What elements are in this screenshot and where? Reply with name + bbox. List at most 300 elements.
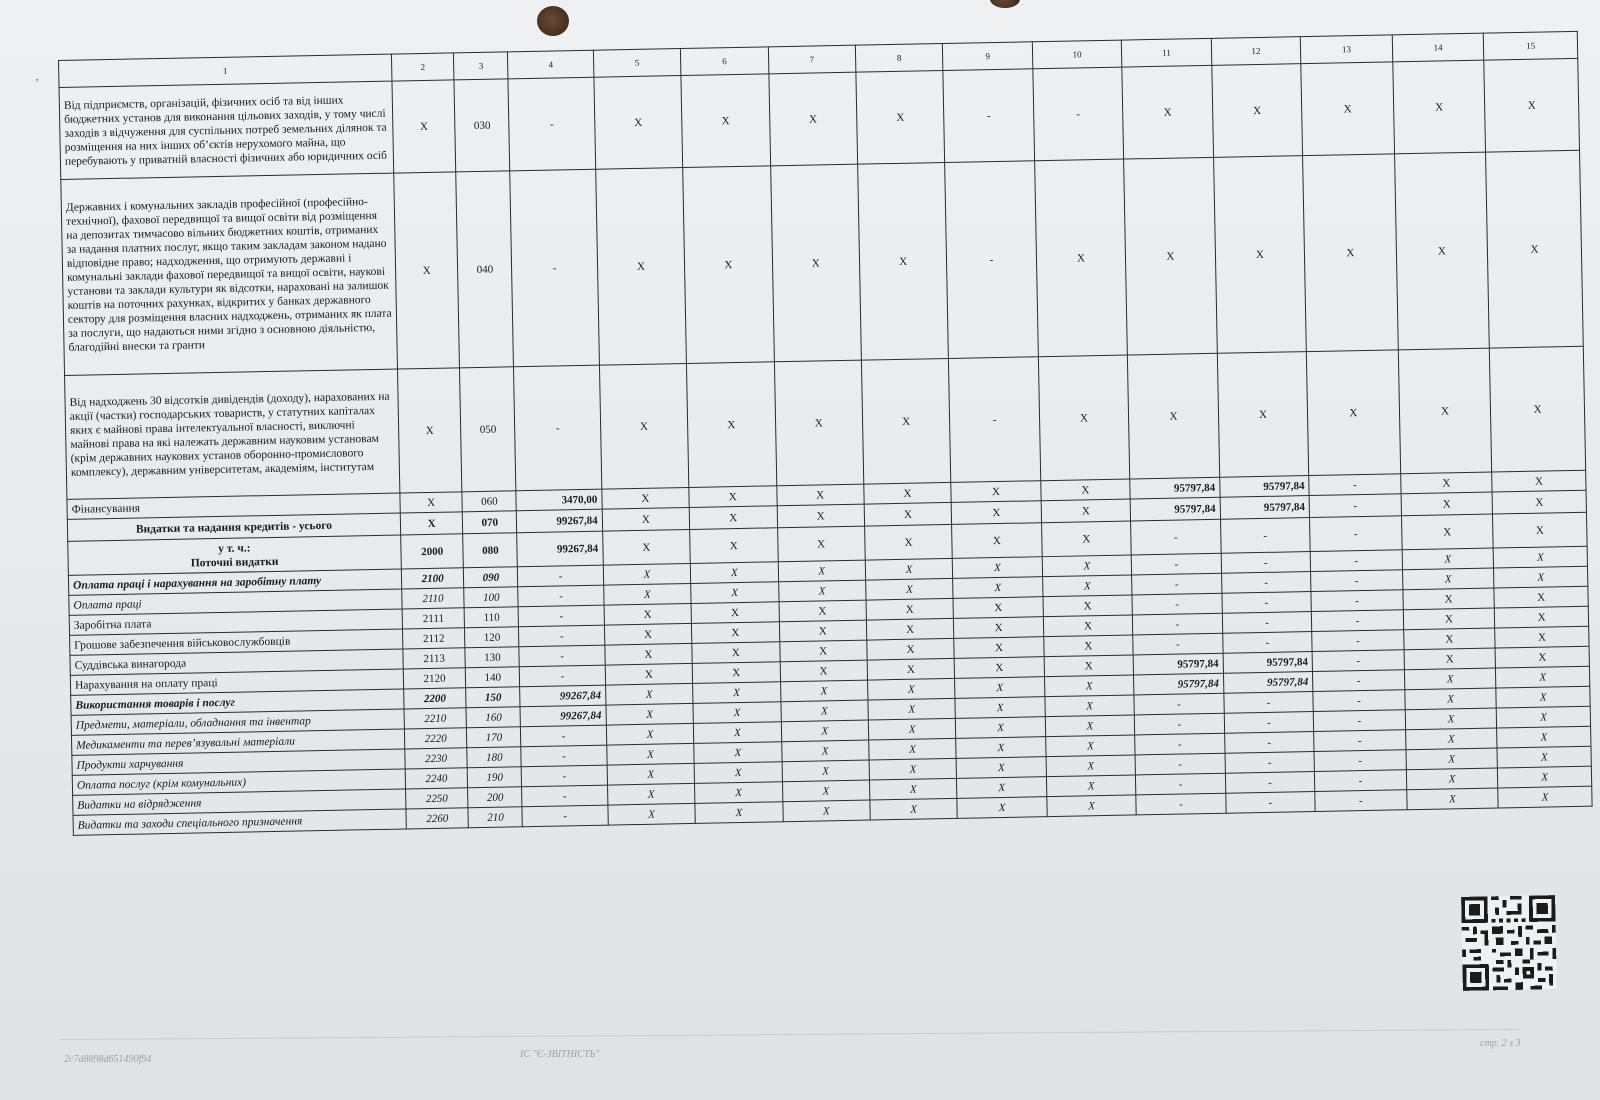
value-cell-col-5: X xyxy=(595,168,686,366)
value-cell-col-8: X xyxy=(858,162,949,360)
value-cell-col-12: - xyxy=(1224,692,1314,714)
value-cell-col-5: X xyxy=(602,487,690,509)
value-cell-col-14: X xyxy=(1405,708,1497,730)
budget-table xyxy=(58,31,1593,836)
value-cell-col-13: - xyxy=(1312,630,1404,652)
value-cell-col-5: X xyxy=(605,683,693,705)
value-cell-col-4: - xyxy=(518,585,604,607)
economic-code-cell: 2260 xyxy=(406,808,469,829)
value-cell-col-4: - xyxy=(521,745,607,767)
value-cell-col-5: X xyxy=(604,623,692,645)
value-cell-col-7: X xyxy=(770,164,861,362)
value-cell-col-14: X xyxy=(1402,568,1494,590)
line-code-cell: 050 xyxy=(460,367,516,492)
value-cell-col-12: 95797,84 xyxy=(1220,496,1310,520)
value-cell-col-9: X xyxy=(953,557,1043,579)
row-label: Державних і комунальних закладів професійної (професійно-технічної), фахової передвищої та вищої освіти від розміщення на депозитах тимчасово вільних бюджетних коштів, отриманих за надання платних послуг, якщо таким закладам законом надано відповідне право; надходження, що отримують державні і комунальні заклади фахової передвищої та вищої освіти, наукові установи та заклади культури як відсотки, нараховані на залишок коштів на поточних рахунках, відкритих у банках державного сектору для розміщення власних надходжень, отриманих як плата за послуги, що надаються ними згідно з основною діяльністю, благодійні внески та гранти xyxy=(61,173,398,375)
column-number-9: 9 xyxy=(943,42,1033,71)
value-cell-col-12: - xyxy=(1222,632,1312,654)
qr-code-icon xyxy=(1461,895,1557,991)
value-cell-col-11: - xyxy=(1136,793,1226,815)
value-cell-col-4: - xyxy=(510,169,599,367)
value-cell-col-12: - xyxy=(1221,552,1311,574)
value-cell-col-15: X xyxy=(1486,150,1583,348)
value-cell-col-13: X xyxy=(1303,154,1398,352)
line-code-cell: 200 xyxy=(468,787,522,808)
value-cell-col-15: X xyxy=(1494,566,1588,588)
economic-code-cell: 2000 xyxy=(401,534,464,569)
value-cell-col-8: X xyxy=(865,558,953,580)
value-cell-col-6: X xyxy=(689,506,777,530)
value-cell-col-14: X xyxy=(1401,492,1493,516)
value-cell-col-11: - xyxy=(1131,553,1221,575)
value-cell-col-7: X xyxy=(776,484,864,506)
value-cell-col-10: X xyxy=(1038,355,1130,481)
row-label: Грошове забезпечення військовослужбовців xyxy=(70,629,403,655)
value-cell-col-7: X xyxy=(780,700,868,722)
value-cell-col-12: 95797,84 xyxy=(1223,672,1313,694)
value-cell-col-8: X xyxy=(866,578,954,600)
value-cell-col-15: X xyxy=(1498,786,1592,808)
value-cell-col-15: X xyxy=(1496,666,1590,688)
value-cell-col-7: X xyxy=(782,760,870,782)
line-code-cell: 120 xyxy=(465,627,519,648)
value-cell-col-4: - xyxy=(514,365,602,491)
value-cell-col-6: X xyxy=(691,602,779,624)
value-cell-col-6: X xyxy=(693,682,781,704)
value-cell-col-10: X xyxy=(1045,695,1135,717)
line-code-cell: 180 xyxy=(467,747,521,768)
value-cell-col-4: - xyxy=(520,665,606,687)
row-label: Видатки на відрядження xyxy=(73,789,406,815)
value-cell-col-14: X xyxy=(1393,60,1486,154)
value-cell-col-4: - xyxy=(508,77,595,171)
value-cell-col-13: - xyxy=(1310,516,1402,552)
column-number-1: 1 xyxy=(59,54,392,87)
value-cell-col-7: X xyxy=(777,526,865,562)
economic-code-cell: X xyxy=(392,80,456,173)
value-cell-col-10: X xyxy=(1043,615,1133,637)
value-cell-col-13: - xyxy=(1310,550,1402,572)
value-cell-col-9: - xyxy=(949,357,1041,483)
value-cell-col-12: - xyxy=(1224,732,1314,754)
value-cell-col-6: X xyxy=(690,562,778,584)
value-cell-col-9: X xyxy=(957,797,1047,819)
value-cell-col-8: X xyxy=(868,698,956,720)
footer-system-name: ІС "Є-ЗВІТНІСТЬ" xyxy=(520,1049,600,1060)
value-cell-col-10: X xyxy=(1041,499,1131,523)
value-cell-col-12: - xyxy=(1224,712,1314,734)
value-cell-col-5: X xyxy=(603,583,691,605)
row-label: у т. ч.: Поточні видатки xyxy=(68,535,402,575)
value-cell-col-12: 95797,84 xyxy=(1219,476,1309,498)
value-cell-col-10: X xyxy=(1041,521,1131,557)
value-cell-col-13: - xyxy=(1314,730,1406,752)
value-cell-col-5: X xyxy=(606,703,694,725)
economic-code-cell: X xyxy=(397,368,462,493)
value-cell-col-12: - xyxy=(1222,592,1312,614)
value-cell-col-8: X xyxy=(868,718,956,740)
value-cell-col-11: 95797,84 xyxy=(1133,653,1223,675)
value-cell-col-13: - xyxy=(1311,570,1403,592)
value-cell-col-15: X xyxy=(1498,766,1592,788)
value-cell-col-8: X xyxy=(869,778,957,800)
table-row xyxy=(61,150,1583,375)
value-cell-col-8: X xyxy=(864,482,952,504)
value-cell-col-6: X xyxy=(692,662,780,684)
value-cell-col-11: 95797,84 xyxy=(1130,497,1220,521)
row-label: Предмети, матеріали, обладнання та інвентар xyxy=(71,709,404,735)
value-cell-col-14: X xyxy=(1403,608,1495,630)
column-number-8: 8 xyxy=(855,44,943,73)
economic-code-cell: 2111 xyxy=(402,608,465,629)
value-cell-col-15: X xyxy=(1497,726,1591,748)
value-cell-col-14: X xyxy=(1394,152,1489,350)
value-cell-col-7: X xyxy=(774,360,864,486)
value-cell-col-7: X xyxy=(778,560,866,582)
value-cell-col-14: X xyxy=(1400,472,1492,494)
value-cell-col-14: X xyxy=(1398,348,1492,474)
value-cell-col-13: X xyxy=(1307,350,1401,476)
value-cell-col-8: X xyxy=(869,738,957,760)
value-cell-col-14: X xyxy=(1403,628,1495,650)
value-cell-col-6: X xyxy=(695,802,783,824)
value-cell-col-11: - xyxy=(1135,733,1225,755)
value-cell-col-11: X xyxy=(1122,65,1213,159)
value-cell-col-12: - xyxy=(1222,612,1312,634)
value-cell-col-14: X xyxy=(1404,668,1496,690)
value-cell-col-9: X xyxy=(955,677,1045,699)
budget-table-container xyxy=(58,31,1593,836)
value-cell-col-7: X xyxy=(782,800,870,822)
value-cell-col-8: X xyxy=(865,524,953,560)
value-cell-col-6: X xyxy=(693,702,781,724)
value-cell-col-15: X xyxy=(1492,490,1586,514)
line-code-cell: 100 xyxy=(464,587,518,608)
value-cell-col-14: X xyxy=(1403,588,1495,610)
value-cell-col-5: X xyxy=(603,563,691,585)
value-cell-col-8: X xyxy=(866,598,954,620)
value-cell-col-14: X xyxy=(1402,548,1494,570)
column-number-15: 15 xyxy=(1484,31,1578,60)
value-cell-col-7: X xyxy=(768,72,857,166)
line-code-cell: 030 xyxy=(454,79,510,172)
value-cell-col-11: - xyxy=(1132,593,1222,615)
value-cell-col-11: - xyxy=(1135,753,1225,775)
value-cell-col-8: X xyxy=(867,638,955,660)
value-cell-col-12: X xyxy=(1213,156,1306,354)
row-label: Оплата праці і нарахування на заробітну плату xyxy=(68,569,401,595)
value-cell-col-8: X xyxy=(867,658,955,680)
row-label: Суддівська винагорода xyxy=(70,649,403,675)
value-cell-col-5: X xyxy=(604,603,692,625)
value-cell-col-15: X xyxy=(1495,646,1589,668)
value-cell-col-11: - xyxy=(1135,713,1225,735)
footer-page-number: стр. 2 з 3 xyxy=(1480,1038,1521,1049)
value-cell-col-15: X xyxy=(1492,470,1586,492)
line-code-cell: 140 xyxy=(466,667,520,688)
economic-code-cell: X xyxy=(400,512,463,535)
row-label: Продукти харчування xyxy=(72,749,405,775)
value-cell-col-11: - xyxy=(1133,633,1223,655)
economic-code-cell: 2220 xyxy=(404,728,467,749)
line-code-cell: 130 xyxy=(465,647,519,668)
value-cell-col-5: X xyxy=(607,783,695,805)
row-label: Видатки та надання кредитів - усього xyxy=(67,513,400,541)
value-cell-col-14: X xyxy=(1406,788,1498,810)
economic-code-cell: 2112 xyxy=(402,628,465,649)
value-cell-col-13: - xyxy=(1313,670,1405,692)
value-cell-col-6: X xyxy=(693,722,781,744)
value-cell-col-11: X xyxy=(1124,157,1217,355)
value-cell-col-4: - xyxy=(518,565,604,587)
column-number-10: 10 xyxy=(1032,40,1122,69)
line-code-cell: 070 xyxy=(463,511,518,534)
value-cell-col-6: X xyxy=(694,762,782,784)
economic-code-cell: X xyxy=(400,492,463,513)
value-cell-col-11: - xyxy=(1134,693,1224,715)
column-number-2: 2 xyxy=(391,53,454,81)
line-code-cell: 060 xyxy=(462,491,516,512)
value-cell-col-8: X xyxy=(864,502,952,526)
column-number-6: 6 xyxy=(681,47,769,76)
line-code-cell: 090 xyxy=(464,567,518,588)
value-cell-col-9: X xyxy=(954,637,1044,659)
row-label: Від підприємств, організацій, фізичних осіб та від інших бюджетних установ для виконання цільових заходів, у тому числі заходів з відчуження для суспільних потреб земельних ділянок та розміщення на них інших об’єктів нерухомого майна, що перебувають у приватній власності фізичних або юридичних осіб xyxy=(59,81,394,179)
value-cell-col-11: - xyxy=(1133,613,1223,635)
value-cell-col-9: X xyxy=(956,737,1046,759)
value-cell-col-5: X xyxy=(606,723,694,745)
value-cell-col-4: - xyxy=(519,605,605,627)
value-cell-col-7: X xyxy=(780,680,868,702)
value-cell-col-6: X xyxy=(691,582,779,604)
value-cell-col-12: - xyxy=(1226,792,1316,814)
value-cell-col-6: X xyxy=(695,782,783,804)
value-cell-col-4: - xyxy=(519,625,605,647)
value-cell-col-13: - xyxy=(1315,770,1407,792)
row-label: Заробітна плата xyxy=(69,609,402,635)
column-number-14: 14 xyxy=(1392,33,1484,62)
value-cell-col-15: X xyxy=(1496,686,1590,708)
value-cell-col-11: 95797,84 xyxy=(1130,477,1220,499)
value-cell-col-5: X xyxy=(599,363,689,489)
value-cell-col-10: X xyxy=(1043,595,1133,617)
value-cell-col-4: - xyxy=(522,785,608,807)
table-body xyxy=(59,58,1592,835)
value-cell-col-12: - xyxy=(1220,518,1310,554)
economic-code-cell: 2230 xyxy=(405,748,468,769)
line-code-cell: 190 xyxy=(468,767,522,788)
value-cell-col-9: X xyxy=(955,697,1045,719)
value-cell-col-15: X xyxy=(1494,586,1588,608)
value-cell-col-9: - xyxy=(943,69,1034,163)
value-cell-col-4: - xyxy=(521,725,607,747)
economic-code-cell: 2200 xyxy=(404,688,467,709)
value-cell-col-10: X xyxy=(1044,635,1134,657)
line-code-cell: 210 xyxy=(468,807,522,828)
economic-code-cell: X xyxy=(394,172,460,369)
row-label: Медикаменти та перев’язувальні матеріали xyxy=(71,729,404,755)
value-cell-col-15: X xyxy=(1496,706,1590,728)
value-cell-col-15: X xyxy=(1497,746,1591,768)
line-code-cell: 040 xyxy=(456,171,514,368)
value-cell-col-7: X xyxy=(777,504,865,528)
value-cell-col-7: X xyxy=(779,640,867,662)
value-cell-col-11: X xyxy=(1128,353,1220,479)
value-cell-col-6: X xyxy=(690,528,778,564)
punch-hole-mark xyxy=(537,6,569,36)
value-cell-col-5: X xyxy=(608,803,696,825)
line-code-cell: 080 xyxy=(463,533,518,568)
economic-code-cell: 2113 xyxy=(403,648,466,669)
value-cell-col-10: X xyxy=(1034,159,1127,357)
value-cell-col-13: - xyxy=(1312,610,1404,632)
value-cell-col-10: X xyxy=(1042,555,1132,577)
value-cell-col-8: X xyxy=(861,358,951,484)
value-cell-col-13: X xyxy=(1301,62,1394,156)
value-cell-col-14: X xyxy=(1406,768,1498,790)
value-cell-col-8: X xyxy=(866,618,954,640)
value-cell-col-14: X xyxy=(1405,688,1497,710)
value-cell-col-7: X xyxy=(779,600,867,622)
column-number-3: 3 xyxy=(454,52,509,80)
value-cell-col-7: X xyxy=(782,780,870,802)
value-cell-col-12: X xyxy=(1217,352,1309,478)
value-cell-col-6: X xyxy=(692,622,780,644)
value-cell-col-9: X xyxy=(956,757,1046,779)
value-cell-col-7: X xyxy=(780,660,868,682)
value-cell-col-9: X xyxy=(951,481,1041,503)
economic-code-cell: 2240 xyxy=(405,768,468,789)
value-cell-col-7: X xyxy=(781,720,869,742)
economic-code-cell: 2250 xyxy=(405,788,468,809)
value-cell-col-13: - xyxy=(1314,750,1406,772)
value-cell-col-5: X xyxy=(605,663,693,685)
value-cell-col-5: X xyxy=(607,743,695,765)
value-cell-col-9: X xyxy=(954,657,1044,679)
value-cell-col-4: 99267,84 xyxy=(520,705,606,727)
value-cell-col-9: X xyxy=(952,523,1042,559)
value-cell-col-15: X xyxy=(1495,606,1589,628)
value-cell-col-13: - xyxy=(1311,590,1403,612)
value-cell-col-12: - xyxy=(1225,752,1315,774)
value-cell-col-12: - xyxy=(1225,772,1315,794)
value-cell-col-11: - xyxy=(1136,773,1226,795)
value-cell-col-14: X xyxy=(1405,728,1497,750)
economic-code-cell: 2210 xyxy=(404,708,467,729)
value-cell-col-10: X xyxy=(1044,655,1134,677)
value-cell-col-10: - xyxy=(1033,67,1124,161)
line-code-cell: 150 xyxy=(466,687,520,708)
value-cell-col-8: X xyxy=(856,71,945,165)
column-number-4: 4 xyxy=(508,50,594,79)
punch-hole-mark xyxy=(990,0,1020,8)
value-cell-col-15: X xyxy=(1484,58,1579,152)
value-cell-col-8: X xyxy=(870,798,958,820)
value-cell-col-9: X xyxy=(951,501,1041,525)
value-cell-col-14: X xyxy=(1401,514,1493,550)
value-cell-col-5: X xyxy=(602,507,690,531)
line-code-cell: 170 xyxy=(467,727,521,748)
value-cell-col-13: - xyxy=(1309,474,1401,496)
value-cell-col-11: - xyxy=(1131,519,1221,555)
value-cell-col-6: X xyxy=(689,486,777,508)
value-cell-col-10: X xyxy=(1044,675,1134,697)
row-label: Оплата праці xyxy=(69,589,402,615)
economic-code-cell: 2120 xyxy=(403,668,466,689)
footer-document-id: 2c7d8898d651490f94 xyxy=(64,1054,152,1065)
value-cell-col-13: - xyxy=(1309,494,1401,518)
value-cell-col-13: - xyxy=(1313,710,1405,732)
value-cell-col-10: X xyxy=(1041,479,1131,501)
value-cell-col-12: - xyxy=(1221,572,1311,594)
value-cell-col-7: X xyxy=(781,740,869,762)
value-cell-col-10: X xyxy=(1042,575,1132,597)
value-cell-col-4: 99267,84 xyxy=(517,509,603,533)
row-label: Фінансування xyxy=(67,493,400,519)
value-cell-col-5: X xyxy=(594,76,683,170)
value-cell-col-11: 95797,84 xyxy=(1134,673,1224,695)
footer-divider xyxy=(60,1029,1520,1040)
line-code-cell: 160 xyxy=(466,707,520,728)
value-cell-col-12: 95797,84 xyxy=(1223,652,1313,674)
value-cell-col-9: X xyxy=(953,597,1043,619)
value-cell-col-15: X xyxy=(1495,626,1589,648)
value-cell-col-7: X xyxy=(779,620,867,642)
value-cell-col-11: - xyxy=(1132,573,1222,595)
value-cell-col-10: X xyxy=(1046,755,1136,777)
value-cell-col-4: 99267,84 xyxy=(517,531,603,567)
value-cell-col-9: X xyxy=(953,577,1043,599)
value-cell-col-15: X xyxy=(1493,546,1587,568)
value-cell-col-9: X xyxy=(956,717,1046,739)
row-label: Від надходжень 30 відсотків дивідендів (доходу), нарахованих на акції (частки) господарських товариств, у статутних капіталах яких є майнові права інтелектуальної власності, виключні майнові права на які належать державним науковим установам (крім державних наукових установ оборонно-промислового комплексу), державним університетам, академіям, інститутам xyxy=(65,369,400,499)
value-cell-col-4: - xyxy=(519,645,605,667)
value-cell-col-15: X xyxy=(1493,512,1587,548)
value-cell-col-4: - xyxy=(522,765,608,787)
row-label: Нарахування на оплату праці xyxy=(70,669,403,695)
value-cell-col-9: X xyxy=(954,617,1044,639)
value-cell-col-13: - xyxy=(1313,690,1405,712)
line-code-cell: 110 xyxy=(464,607,518,628)
row-label: Оплата послуг (крім комунальних) xyxy=(72,769,405,795)
value-cell-col-14: X xyxy=(1404,648,1496,670)
value-cell-col-14: X xyxy=(1406,748,1498,770)
value-cell-col-6: X xyxy=(683,166,774,364)
value-cell-col-5: X xyxy=(602,529,690,565)
value-cell-col-10: X xyxy=(1045,715,1135,737)
value-cell-col-5: X xyxy=(607,763,695,785)
value-cell-col-4: 99267,84 xyxy=(520,685,606,707)
economic-code-cell: 2100 xyxy=(401,568,464,589)
value-cell-col-9: - xyxy=(945,161,1038,359)
value-cell-col-8: X xyxy=(867,678,955,700)
value-cell-col-6: X xyxy=(681,74,770,168)
value-cell-col-10: X xyxy=(1047,795,1137,817)
value-cell-col-6: X xyxy=(694,742,782,764)
row-label: Використання товарів і послуг xyxy=(71,689,404,715)
value-cell-col-5: X xyxy=(605,643,693,665)
value-cell-col-4: - xyxy=(522,805,608,827)
value-cell-col-6: X xyxy=(692,642,780,664)
pen-mark: , xyxy=(36,72,39,83)
value-cell-col-13: - xyxy=(1312,650,1404,672)
value-cell-col-10: X xyxy=(1045,735,1135,757)
column-number-11: 11 xyxy=(1122,38,1212,67)
value-cell-col-9: X xyxy=(957,777,1047,799)
economic-code-cell: 2110 xyxy=(402,588,465,609)
row-label: Видатки та заходи спеціального призначення xyxy=(73,809,406,835)
